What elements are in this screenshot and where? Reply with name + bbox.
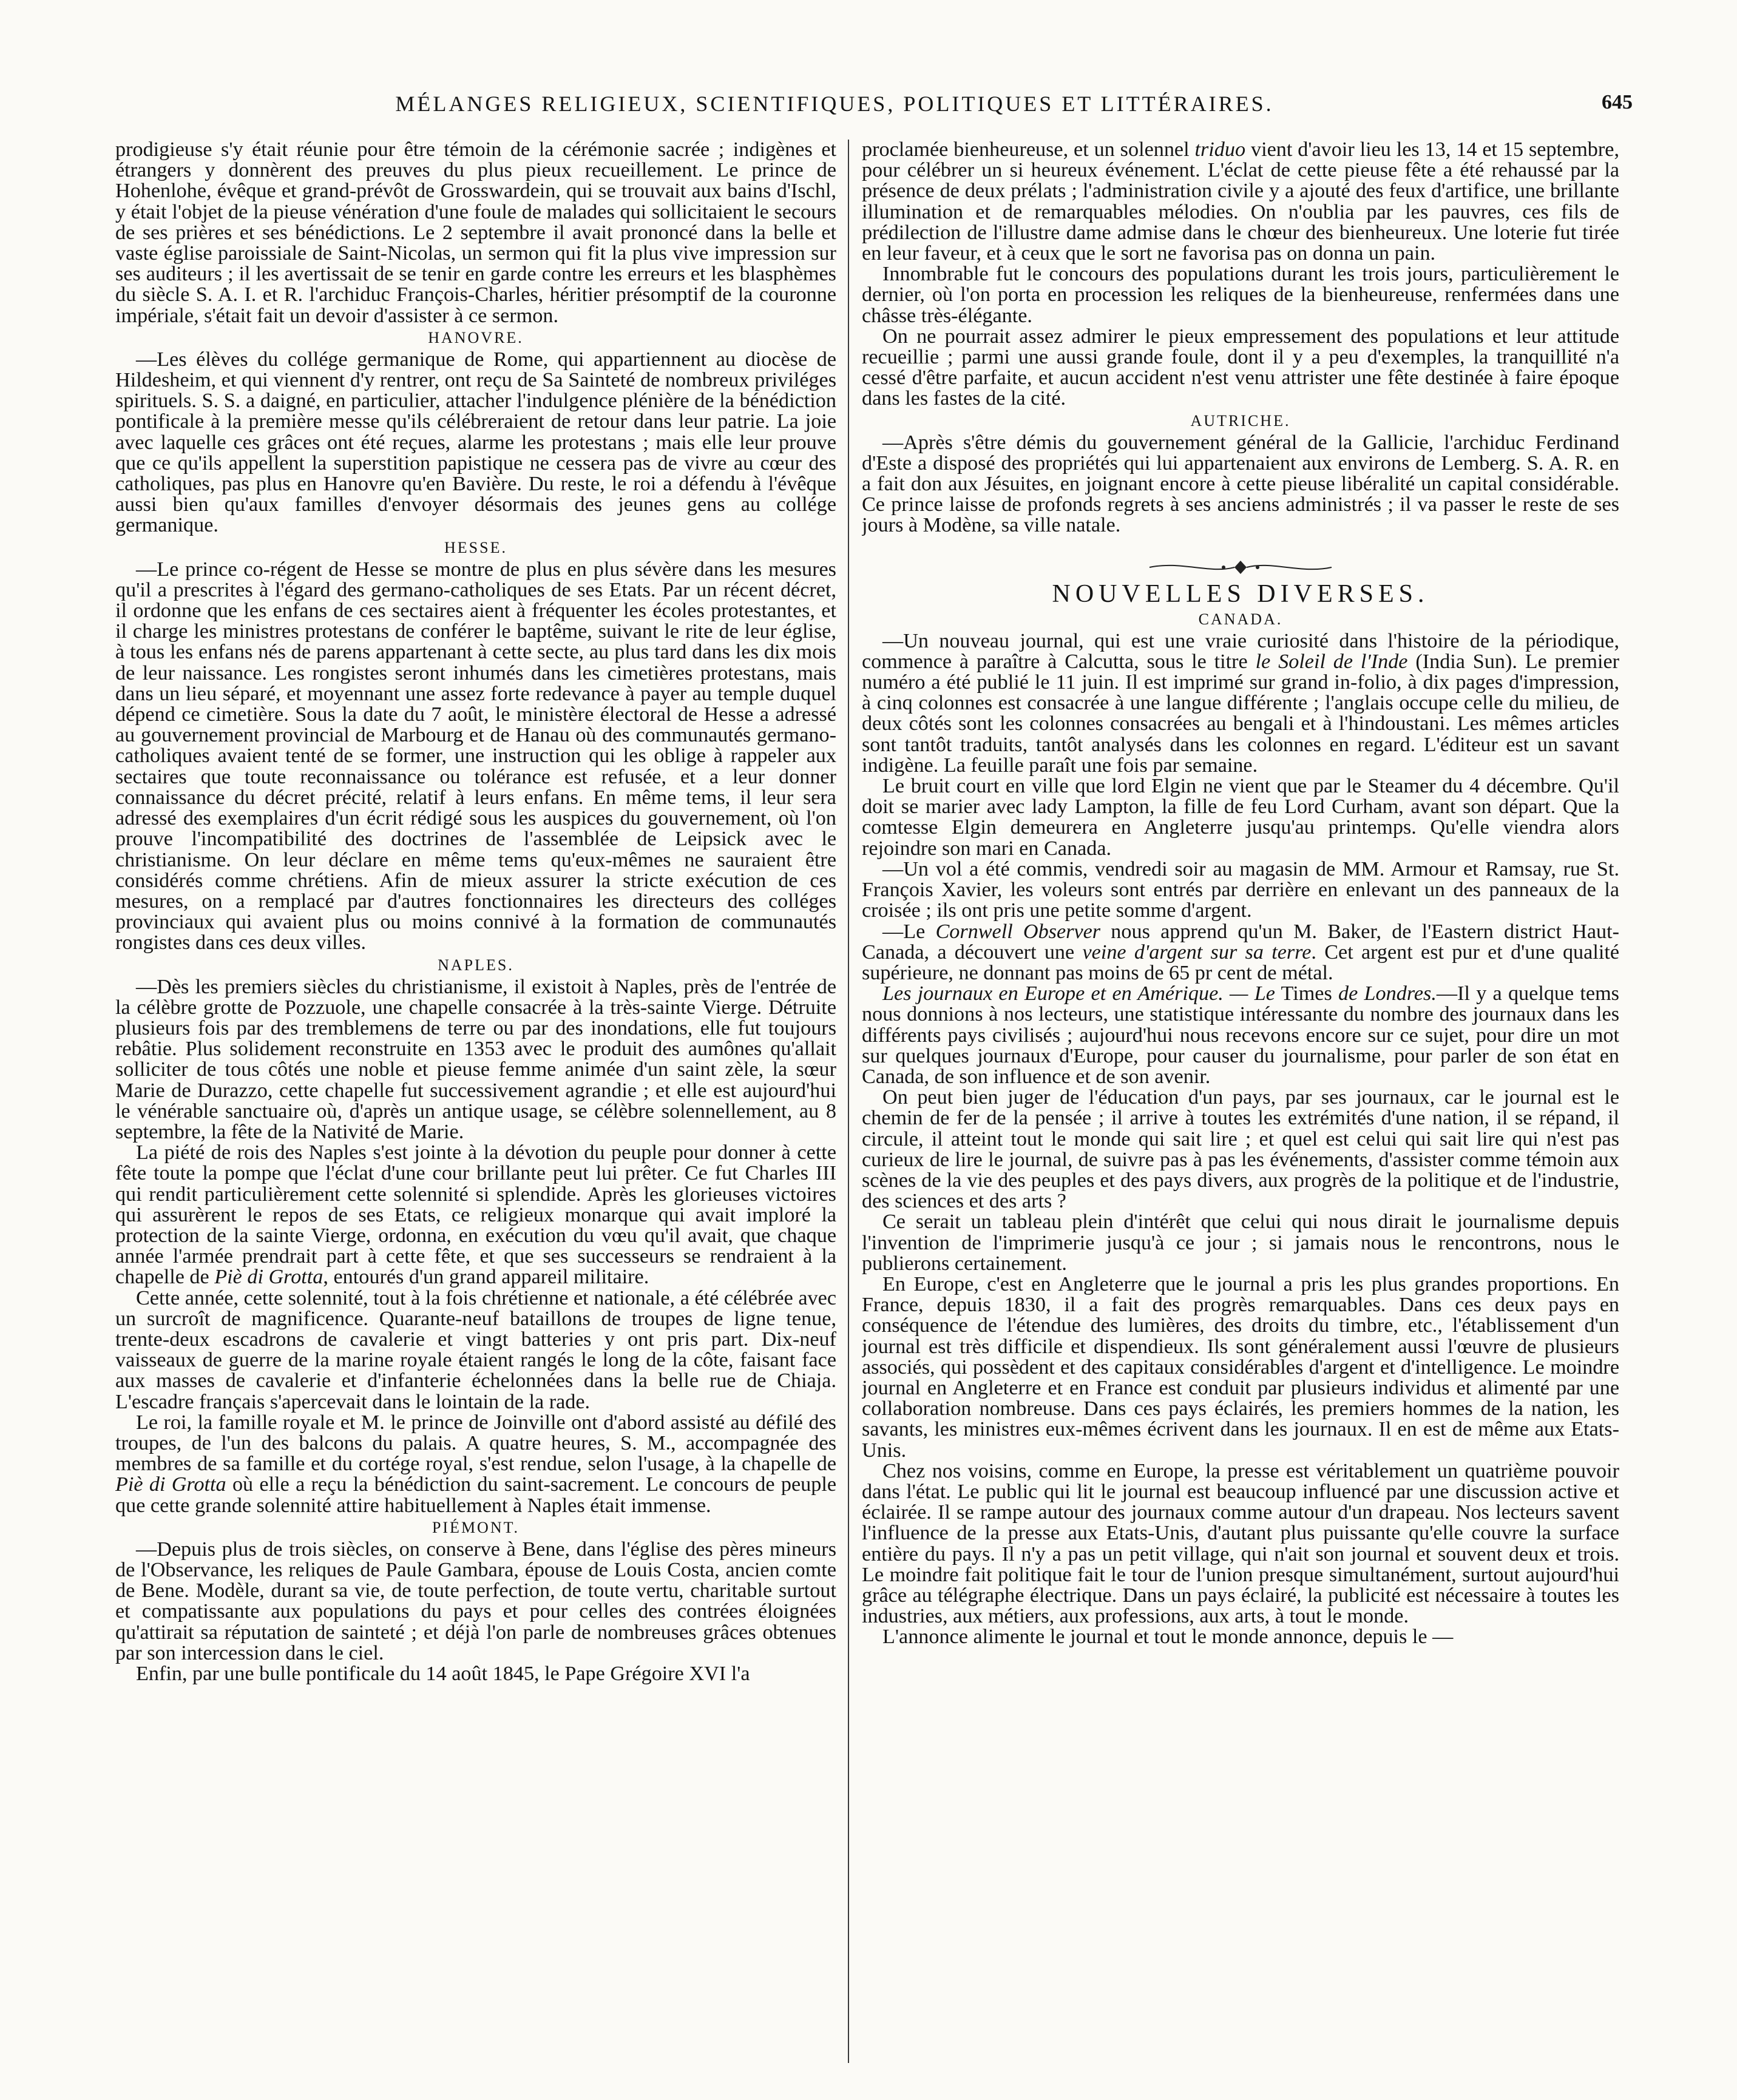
left-column — [115, 140, 836, 2075]
column-rule — [848, 140, 849, 2063]
italic-text: Piè di Grotta — [214, 1266, 323, 1289]
text-run: . Cet argent est pur et d'une qualité supérieure, ne donnant pas moins de 65 pr cent de métal. — [862, 940, 1619, 984]
text-run: où elle a reçu la bénédiction du saint-sacrement. Le concours de peuple que cette grande solennité attire habituellement à Naples était immense. — [115, 1473, 836, 1517]
right-column — [862, 140, 1619, 2075]
paragraph: On ne pourrait assez admirer le pieux empressement des populations et leur attitude recueillie ; parmi une aussi grande foule, dont il y a peu d'exemples, la tranquillité n'a cessé d'être parfaite, et aucun accident n'est venu attrister une fête destinée à faire époque dans les fastes de la cité. — [862, 325, 1619, 410]
paragraph: On peut bien juger de l'éducation d'un pays, par ses journaux, car le journal est le chemin de fer de la pensée ; il arrive à toutes les extrémités d'une nation, il se répand, il circule, il atteint tout le monde qui sait lire ; et quel est celui qui sait lire qui n'est pas curieux de lire le journal, de suivre pas à pas les événements, d'assister comme témoin aux scènes de la vie des peuples et des pays divers, aux progrès de la politique et de l'industrie, des sciences et des arts ? — [862, 1086, 1619, 1213]
paragraph: —Le prince co-régent de Hesse se montre de plus en plus sévère dans les mesures qu'il a prescrites à l'égard des germano-catholiques de ses Etats. Par un récent décret, il ordonne que les enfans de ces sectaires aient à fréquenter les écoles protestantes, et il charge les ministres protestans de conférer le baptême, suivant le rite de leur église, à tous les enfans nés de parens appartenant à cette secte, au plus tard dans les dix mois de leur naissance. Les rongistes seront inhumés dans les cimetières protestans, mais dans un lieu séparé, et moyennant une assez forte redevance à payer au temple duquel dépend ce cimetière. Sous la date du 7 août, le ministère électoral de Hesse a adressé au gouvernement provincial de Marbourg et de Hanau où des communautés germano-catholiques avaient tenté de se former, une instruction qui les oblige à rappeler aux sectaires que toute reconnaissance ou tolérance est refusée, et a leur donner connaissance du décret précité, relatif à leurs enfans. En même tems, il leur sera adressé des exemplaires d'un écrit rédigé sous les auspices du gouvernement, où l'on prouve l'incompatibilité des doctrines de l'assemblée de Leipsick avec le christianisme. On leur déclare en même tems qu'eux-mêmes ne sauraient être considérés comme chrétiens. Afin de mieux assurer la stricte exécution de ces mesures, on a remplacé par d'autres fonctionnaires les directeurs des colléges provinciaux qui avaient plus ou moins connivé à la formation de communautés rongistes dans ces deux villes. — [115, 558, 836, 954]
running-title: MÉLANGES RELIGIEUX, SCIENTIFIQUES, POLITIQUES ET LITTÉRAIRES. — [395, 92, 1274, 116]
italic-text: le Soleil de l'Inde — [1255, 650, 1408, 673]
paragraph: Ce serait un tableau plein d'intérêt que celui qui nous dirait le journalisme depuis l'invention de l'imprimerie jusqu'à ce jour ; si jamais nous le rencontrons, nous le publierons certainement. — [862, 1210, 1619, 1275]
paragraph — [115, 1143, 836, 1288]
italic-text: de Londres. — [1338, 982, 1437, 1005]
paragraph: En Europe, c'est en Angleterre que le journal a pris les plus grandes proportions. En France, depuis 1830, il a fait des progrès remarquables. Dans ces deux pays en conséquence de l'étendue des lumières, des droits du timbre, etc., l'établissement d'un journal est très difficile et dispendieux. Ils sont généralement aussi l'œuvre de plusieurs associés, qui possèdent et des capitaux considérables d'argent et d'intelligence. Le moindre journal en Angleterre et en France est conduit par plusieurs individus et alimenté par une collaboration nombreuse. Dans ces pays éclairés, les premiers hommes de la nation, les savants, les ministres eux-mêmes écrivent dans les journaux. Il en est de même aux Etats-Unis. — [862, 1272, 1619, 1462]
paragraph — [115, 1413, 836, 1516]
paragraph: Cette année, cette solennité, tout à la fois chrétienne et nationale, a été célébrée avec un surcroît de magnificence. Quarante-neuf bataillons de troupes de ligne tenue, trente-deux escadrons de cavalerie et vingt batteries y ont pris part. Dix-neuf vaisseaux de guerre de la marine royale étaient rangés le long de la côte, faisant face aux masses de cavalerie et d'infanterie échelonnées dans la belle rue de Chiaja. L'escadre français s'apercevait dans le lointain de la rade. — [115, 1286, 836, 1413]
text-run: —Un nouveau journal, qui est une vraie curiosité dans l'histoire de la périodique, commence à paraître à Calcutta, sous le titre — [862, 629, 1619, 673]
text-run: La piété de rois des Naples s'est jointe à la dévotion du peuple pour donner à cette fête toute la pompe que l'éclat d'une cour brillante peut lui prêter. Ce fut Charles III qui rendit particulièrement cette solennité si splendide. Après les glorieuses victoires qui assurèrent le repos de ses Etats, ce religieux monarque qui avait imploré la protection de la sainte Vierge, ordonna, en exécution du vœu qu'il avait, que chaque année l'armée prendrait part à cette fête, et que ses successeurs se rendraient à la chapelle de — [115, 1141, 836, 1289]
text-run: —Il y a quelque tems nous donnions à nos lecteurs, une statistique intéressante du nombre des journaux dans les différents pays civilisés ; aujourd'hui nous recevons encore sur ce sujet, pour dire un mot sur quelques journaux d'Europe, pour causer du journalisme, pour parler de son état en Canada, de son influence et de son avenir. — [862, 982, 1619, 1088]
text-run: (India Sun). Le premier numéro a été publié le 11 juin. Il est imprimé sur grand in-folio, à dix pages d'impression, à cinq colonnes est consacrée à une langue différente ; l'anglais occupe celle du milieu, de deux côtés sont les colonnes consacrées au bengali et à l'hindoustani. Les mêmes articles sont tantôt traduits, tantôt analysés dans les colonnes en regard. L'éditeur est un savant indigène. La feuille paraît une fois par semaine. — [862, 650, 1619, 777]
page-number: 645 — [1602, 91, 1633, 113]
italic-text: Piè di Grotta — [115, 1473, 226, 1496]
paragraph: —Depuis plus de trois siècles, on conserve à Bene, dans l'église des pères mineurs de l'Observance, les reliques de Paule Gambara, épouse de Louis Costa, ancien comte de Bene. Modèle, durant sa vie, de toute perfection, de toute vertu, charitable surtout et compatissante aux populations du pays et pour celles des contrées éloignées qu'attirait sa réputation de sainteté ; et déjà l'on parle de nombreuses grâces obtenues par son intercession dans le ciel. — [115, 1538, 836, 1664]
paragraph: —Après s'être démis du gouvernement général de la Gallicie, l'archiduc Ferdinand d'Este a disposé des propriétés qui lui appartenaient aux environs de Lemberg. S. A. R. en a fait don aux Jésuites, en joignant encore à cette pieuse libéralité un capital considérable. Ce prince laisse de profonds regrets à ses anciens administrés ; il va passer le reste de ses jours à Modène, sa ville natale. — [862, 431, 1619, 537]
paragraph: Chez nos voisins, comme en Europe, la presse est véritablement un quatrième pouvoir dans l'état. Le public qui lit le journal est beaucoup influencé par une discussion active et éclairée. Il se rampe autour des journaux comme autour d'un drapeau. Nos lecteurs savent l'influence de la presse aux Etats-Unis, d'autant plus puissante qu'elle couvre la surface entière du pays. Il n'y a pas un petit village, qui n'ait son journal et souvent deux et trois. Le moindre fait politique fait le tour de l'union presque simultanément, surtout aujourd'hui grâce au télégraphe électrique. Dans un pays éclairé, la publicité est nécessaire à toutes les industries, aux métiers, aux professions, aux arts, à tout le monde. — [862, 1459, 1619, 1628]
paragraph — [862, 631, 1619, 776]
section-heading-piemont: PIÉMONT. — [432, 1518, 520, 1536]
paragraph: L'annonce alimente le journal et tout le monde annonce, depuis le — — [882, 1626, 1454, 1649]
italic-text: Cornwell Observer — [935, 920, 1101, 943]
section-heading-naples: NAPLES. — [438, 956, 514, 974]
section-heading-hanovre: HANOVRE. — [428, 328, 524, 346]
page-header — [134, 91, 1633, 127]
paragraph — [862, 140, 1619, 264]
paragraph: —Dès les premiers siècles du christianisme, il existoit à Naples, près de l'entrée de la célèbre grotte de Pozzuole, une chapelle consacrée à la très-sainte Vierge. Détruite plusieurs fois par des tremblemens de terre ou par des inondations, elle fut toujours rebâtie. Plus solidement reconstruite en 1353 avec le produit des aumônes qu'allait solliciter de tous côtés une noble et pieuse femme animée d'un saint zèle, la sœur Marie de Durazzo, cette chapelle fut successivement agrandie ; et elle est aujourd'hui le vénérable sanctuaire où, d'après un antique usage, se célèbre solennellement, au 8 septembre, la fête de la Nativité de Marie. — [115, 975, 836, 1143]
paragraph: Innombrable fut le concours des populations durant les trois jours, particulièrement le dernier, où l'on porta en procession les reliques de la bienheureuse, renfermées dans une châsse très-élégante. — [862, 263, 1619, 327]
section-heading-canada: CANADA. — [1198, 610, 1283, 628]
section-heading-nouvelles-diverses: NOUVELLES DIVERSES. — [1052, 579, 1429, 608]
text-run: —Le — [882, 920, 936, 943]
text-run: proclamée bienheureuse, et un solennel — [862, 140, 1195, 161]
text-run: Le roi, la famille royale et M. le prince de Joinville ont d'abord assisté au défilé des troupes, de l'un des balcons du palais. A quatre heures, S. M., accompagnée des membres de sa famille et du cortége royal, s'est rendue, selon l'usage, à la chapelle de — [115, 1411, 836, 1476]
italic-text: veine d'argent sur sa terre — [1082, 940, 1312, 964]
italic-text: triduo — [1194, 140, 1246, 161]
text-run: , entourés d'un grand appareil militaire. — [323, 1266, 649, 1289]
ornament-divider — [1143, 558, 1338, 576]
italic-text: Les journaux en Europe et en Amérique. — Le — [882, 982, 1275, 1005]
paragraph — [862, 984, 1619, 1087]
section-heading-hesse: HESSE. — [444, 538, 507, 556]
paragraph — [862, 922, 1619, 984]
paragraph: —Les élèves du collége germanique de Rome, qui appartiennent au diocèse de Hildesheim, et qui viennent d'y rentrer, ont reçu de Sa Sainteté de nombreux priviléges spirituels. S. S. a daigné, en particulier, attacher l'indulgence plénière de la bénédiction pontificale à la première messe qu'ils célébreraient de retour dans leur patrie. La joie avec laquelle ces grâces ont été reçues, alarme les protestans ; mais elle leur prouve que ce qu'ils appellent la superstition papistique ne cessera pas de vivre au cœur des catholiques, pas plus en Hanovre qu'en Bavière. Du reste, le roi a défendu à l'évêque aussi bien qu'aux familles d'envoyer désormais des jeunes gens au collége germanique. — [115, 348, 836, 537]
text-run: nous apprend qu'un M. Baker, de l'Eastern district Haut-Canada, a découvert une — [862, 920, 1619, 964]
paragraph: —Un vol a été commis, vendredi soir au magasin de MM. Armour et Ramsay, rue St. François Xavier, les voleurs sont entrés par derrière en enlevant un des panneaux de la croisée ; ils ont pris une petite somme d'argent. — [862, 857, 1619, 922]
section-heading-autriche: AUTRICHE. — [1190, 411, 1291, 430]
paragraph: Le bruit court en ville que lord Elgin ne vient que par le Steamer du 4 décembre. Qu'il doit se marier avec lady Lampton, la fille de feu Lord Curham, avant son départ. Que la comtesse Elgin demeurera en Angleterre jusqu'au printemps. Qu'elle viendra alors rejoindre son mari en Canada. — [862, 775, 1619, 860]
text-run: Times — [1275, 982, 1339, 1005]
paragraph: Enfin, par une bulle pontificale du 14 août 1845, le Pape Grégoire XVI l'a — [136, 1663, 750, 1686]
text-run: vient d'avoir lieu les 13, 14 et 15 septembre, pour célébrer un si heureux événement. L'éclat de cette pieuse fête a été rehaussé par la présence de deux prélats ; l'administration civile y a ajouté des feux d'artifice, une brillante illumination et de remarquables mélodies. On n'oublia par les pauvres, ces fils de prédilection de l'illustre dame admise dans le chœur des bienheureux. Une loterie fut tirée en leur faveur, et à ceux que le sort ne favorisa pas on donna un pain. — [862, 140, 1619, 265]
paragraph: prodigieuse s'y était réunie pour être témoin de la cérémonie sacrée ; indigènes et étrangers y donnèrent des preuves du plus pieux recueillement. Le prince de Hohenlohe, évêque et grand-prévôt de Grosswardein, qui se trouvait aux bains d'Ischl, y était l'objet de la pieuse vénération d'une foule de malades qui sollicitaient le secours de ses prières et ses bénédictions. Le 2 septembre il avait prononcé dans la belle et vaste église paroissiale de Saint-Nicolas, un sermon qui fit la plus vive impression sur ses auditeurs ; il les avertissait de se tenir en garde contre les erreurs et les blasphèmes du siècle S. A. I. et R. l'archiduc François-Charles, héritier présomptif de la couronne impériale, s'était fait un devoir d'assister à ce sermon. — [115, 140, 836, 327]
